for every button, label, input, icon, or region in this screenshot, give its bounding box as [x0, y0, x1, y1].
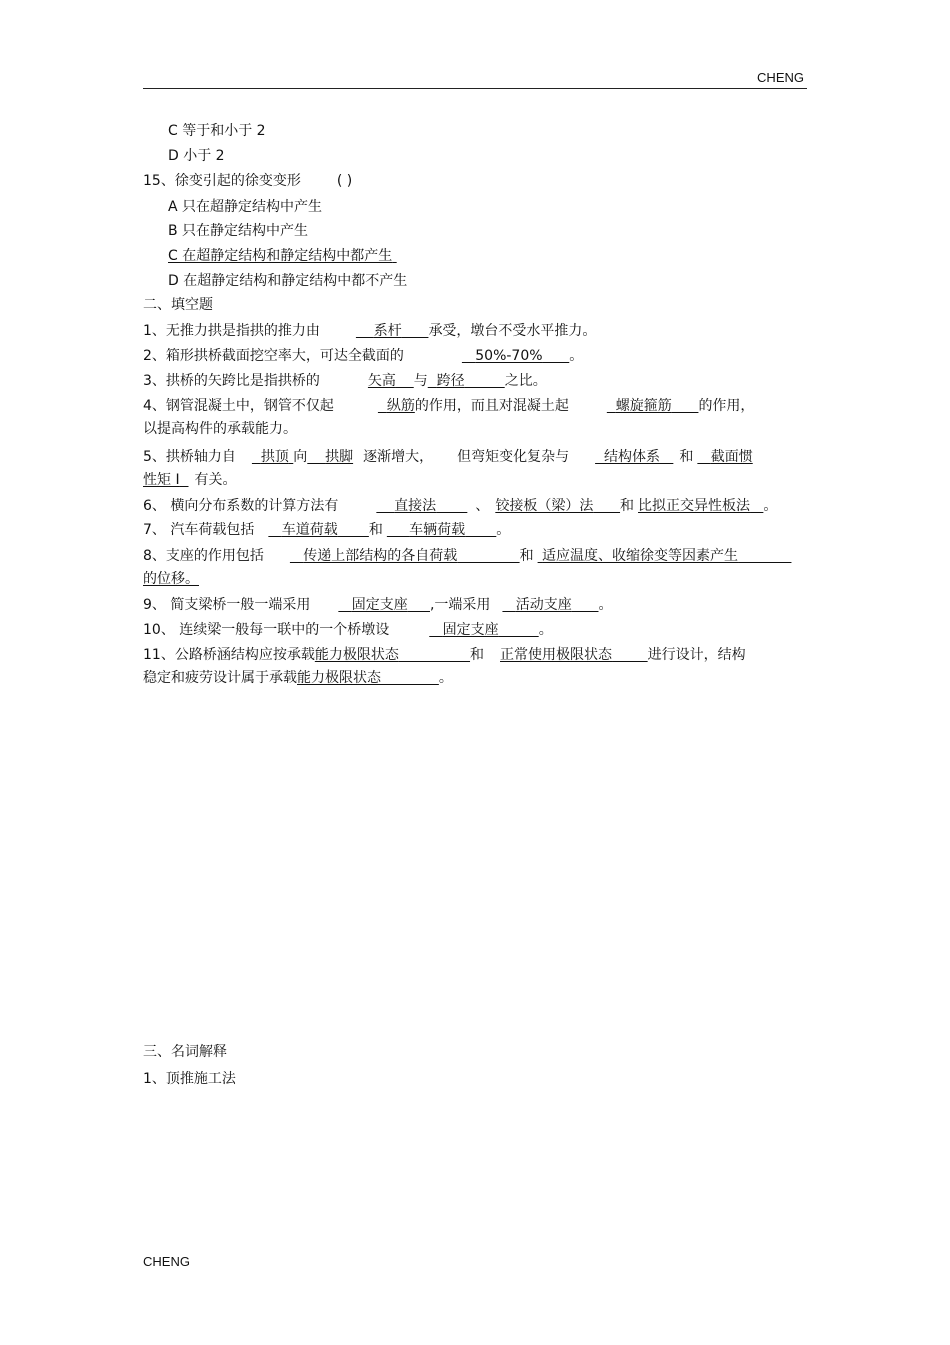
fill-heading: 二、填空题 [143, 297, 213, 313]
fill-q7: 7、 汽车荷载包括 车道荷载 和 车辆荷载 。 [143, 522, 511, 538]
fill-q4-answer-1: 纵筋 [386, 398, 415, 414]
fill-q11: 11、公路桥涵结构应按承载能力极限状态 和 正常使用极限状态 进行设计，结构 [143, 647, 746, 663]
fill-q7-answer-1: 车道荷载 [281, 522, 338, 538]
terms-q1: 1、顶推施工法 [143, 1071, 236, 1087]
fill-q5-answer-2: 拱脚 [325, 449, 354, 465]
fill-q6-answer-3: 比拟正交异性板法 [638, 498, 751, 514]
fill-q8-line2 [143, 570, 199, 588]
page-footer: CHENG [143, 1254, 190, 1269]
page-header: CHENG [757, 70, 804, 85]
fill-q4-line2: 以提高构件的承载能力。 [143, 421, 297, 437]
header-rule [143, 88, 807, 89]
fill-q1-answer: 系杆 [373, 323, 402, 339]
fill-q6-answer-1: 直接法 [394, 498, 437, 514]
q15-option-a: A 只在超静定结构中产生 [168, 199, 323, 215]
fill-q6: 6、 横向分布系数的计算方法有 直接法 、 铰接板（梁）法 和 比拟正交异性板法 。 [143, 498, 778, 514]
q15-option-b: B 只在静定结构中产生 [168, 223, 309, 239]
fill-q5-answer-4-cont: 性矩 I [143, 472, 180, 488]
q15-title: 15、徐变引起的徐变变形 [143, 173, 301, 189]
fill-q8: 8、支座的作用包括 传递上部结构的各自荷载 和 适应温度、收缩徐变等因素产生 [143, 547, 791, 565]
q14-option-d: D 小于 2 [168, 148, 225, 164]
fill-q11-line2: 稳定和疲劳设计属于承载能力极限状态 。 [143, 670, 453, 686]
q14-option-c: C 等于和小于 2 [168, 123, 266, 139]
fill-q7-answer-2: 车辆荷载 [409, 522, 466, 538]
fill-q8-answer-1: 传递上部结构的各自荷载 [303, 548, 458, 564]
fill-q11-answer-1: 能力极限状态 [314, 647, 399, 663]
fill-q3: 3、拱桥的矢跨比是指拱桥的 矢高 与 跨径 之比。 [143, 373, 547, 389]
fill-q5-answer-3: 结构体系 [604, 449, 660, 465]
fill-q9-answer-2: 活动支座 [515, 597, 572, 613]
fill-q11-answer-2: 正常使用极限状态 [500, 647, 613, 663]
terms-heading: 三、名词解释 [143, 1044, 227, 1060]
fill-q4: 4、钢管混凝土中，钢管不仅起 纵筋的作用，而且对混凝土起 螺旋箍筋 的作用， [143, 398, 755, 414]
fill-q2: 2、箱形拱桥截面挖空率大，可达全截面的 50%-70% 。 [143, 348, 584, 364]
q15-paren: ( ) [336, 173, 353, 189]
fill-q8-answer-2: 适应温度、收缩徐变等因素产生 [542, 548, 739, 564]
fill-q5-answer-4: 截面惯 [710, 449, 753, 465]
fill-q6-answer-2: 铰接板（梁）法 [495, 498, 594, 514]
fill-q9-answer-1: 固定支座 [351, 597, 408, 613]
fill-q5-answer-1: 拱顶 [260, 449, 289, 465]
fill-q3-answer-2: 跨径 [436, 373, 465, 389]
fill-q1: 1、无推力拱是指拱的推力由 系杆 承受，墩台不受水平推力。 [143, 323, 597, 339]
fill-q10-answer: 固定支座 [442, 622, 499, 638]
q15-option-c [168, 247, 428, 265]
fill-q2-answer: 50%-70% [475, 348, 543, 364]
q15-option-d: D 在超静定结构和静定结构中都不产生 [168, 273, 408, 289]
fill-q4-answer-2: 螺旋箍筋 [615, 398, 672, 414]
fill-q5: 5、拱桥轴力自 拱顶 向 拱脚 逐渐增大， 但弯矩变化复杂与 结构体系 和 截面惯 [143, 449, 753, 465]
q15-option-c-answer: C 在超静定结构和静定结构中都产生 [168, 248, 393, 264]
fill-q8-answer-2-cont: 的位移。 [143, 571, 199, 587]
fill-q5-line2: 性矩 I 有关。 [143, 472, 237, 488]
fill-q11-answer-3: 能力极限状态 [297, 670, 381, 686]
fill-q10: 10、 连续梁一般每一联中的一个桥墩设 固定支座 。 [143, 622, 553, 638]
fill-q9: 9、 简支梁桥一般一端采用 固定支座 ,一端采用 活动支座 。 [143, 597, 613, 613]
fill-q3-answer-1: 矢高 [367, 373, 396, 389]
question-15 [143, 172, 352, 190]
